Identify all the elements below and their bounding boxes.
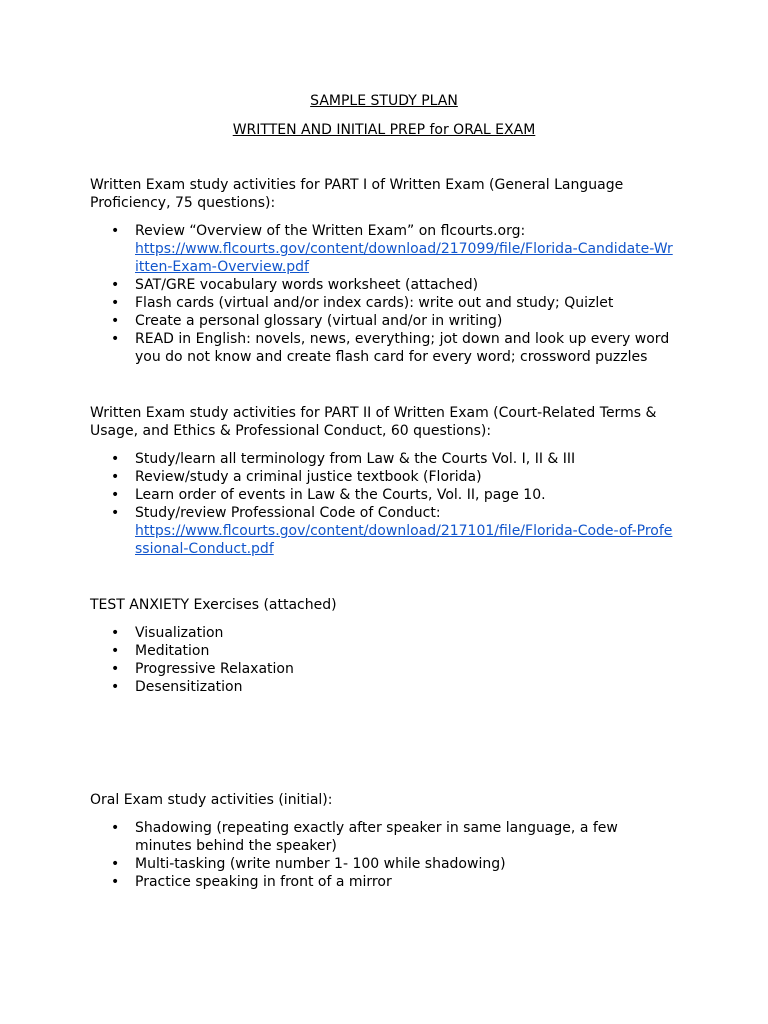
list-item-text: Meditation	[135, 643, 210, 659]
list-item-text: READ in English: novels, news, everything; jot down and look up every word you do not know and create flash card for every word; crossword puzzles	[135, 331, 670, 365]
list-item	[90, 504, 675, 558]
section-intro: Written Exam study activities for PART II of Written Exam (Court-Related Terms & Usage, and Ethics & Professional Conduct, 60 questions):	[90, 405, 657, 439]
list-item	[90, 678, 675, 696]
list-item-text: Practice speaking in front of a mirror	[135, 874, 392, 890]
list-item	[90, 855, 675, 873]
list-item-text: Create a personal glossary (virtual and/or in writing)	[135, 313, 503, 329]
bullet-icon: •	[111, 451, 120, 467]
section-written-part-1	[90, 176, 690, 366]
bullet-icon: •	[111, 277, 120, 293]
list-item-text: Desensitization	[135, 679, 243, 695]
list-item-text: Study/review Professional Code of Conduct:	[135, 505, 441, 521]
list-item	[90, 450, 675, 468]
list-item-text: Study/learn all terminology from Law & the Courts Vol. I, II & III	[135, 451, 576, 467]
code-of-conduct-link[interactable]: https://www.flcourts.gov/content/download/217101/file/Florida-Code-of-Professional-Conduct.pdf	[135, 523, 673, 557]
bullet-list	[90, 819, 690, 891]
bullet-icon: •	[111, 625, 120, 641]
section-intro: Oral Exam study activities (initial):	[90, 792, 333, 808]
list-item-text: Review/study a criminal justice textbook (Florida)	[135, 469, 482, 485]
list-item	[90, 312, 675, 330]
written-exam-overview-link[interactable]: https://www.flcourts.gov/content/download/217099/file/Florida-Candidate-Written-Exam-Overview.pdf	[135, 241, 673, 275]
list-item	[90, 486, 675, 504]
bullet-icon: •	[111, 331, 120, 347]
document-title: SAMPLE STUDY PLAN	[310, 93, 458, 109]
list-item-text: Review “Overview of the Written Exam” on flcourts.org:	[135, 223, 526, 239]
bullet-icon: •	[111, 874, 120, 890]
list-item	[90, 294, 675, 312]
section-intro: TEST ANXIETY Exercises (attached)	[90, 597, 337, 613]
bullet-list	[90, 450, 690, 558]
bullet-icon: •	[111, 295, 120, 311]
bullet-list	[90, 222, 690, 366]
list-item	[90, 873, 675, 891]
list-item	[90, 330, 675, 366]
section-test-anxiety	[90, 596, 690, 696]
bullet-icon: •	[111, 487, 120, 503]
list-item-text: Progressive Relaxation	[135, 661, 294, 677]
list-item-text: Multi-tasking (write number 1- 100 while shadowing)	[135, 856, 506, 872]
list-item-text: Flash cards (virtual and/or index cards): write out and study; Quizlet	[135, 295, 614, 311]
bullet-icon: •	[111, 469, 120, 485]
list-item	[90, 642, 675, 660]
list-item-text: Shadowing (repeating exactly after speaker in same language, a few minutes behind the speaker)	[135, 820, 618, 854]
bullet-icon: •	[111, 820, 120, 836]
list-item	[90, 468, 675, 486]
list-item-text: SAT/GRE vocabulary words worksheet (attached)	[135, 277, 479, 293]
bullet-icon: •	[111, 856, 120, 872]
bullet-icon: •	[111, 643, 120, 659]
document-subtitle: WRITTEN AND INITIAL PREP for ORAL EXAM	[232, 122, 536, 138]
section-intro: Written Exam study activities for PART I of Written Exam (General Language Proficiency, 75 questions):	[90, 177, 624, 211]
list-item	[90, 624, 675, 642]
list-item	[90, 276, 675, 294]
list-item	[90, 222, 675, 276]
list-item-text: Visualization	[135, 625, 224, 641]
bullet-icon: •	[111, 679, 120, 695]
list-item-text: Learn order of events in Law & the Courts, Vol. II, page 10.	[135, 487, 546, 503]
section-written-part-2	[90, 404, 690, 558]
section-oral-exam	[90, 791, 690, 891]
list-item	[90, 819, 675, 855]
bullet-list	[90, 624, 690, 696]
bullet-icon: •	[111, 313, 120, 329]
list-item	[90, 660, 675, 678]
bullet-icon: •	[111, 223, 120, 239]
bullet-icon: •	[111, 505, 120, 521]
bullet-icon: •	[111, 661, 120, 677]
